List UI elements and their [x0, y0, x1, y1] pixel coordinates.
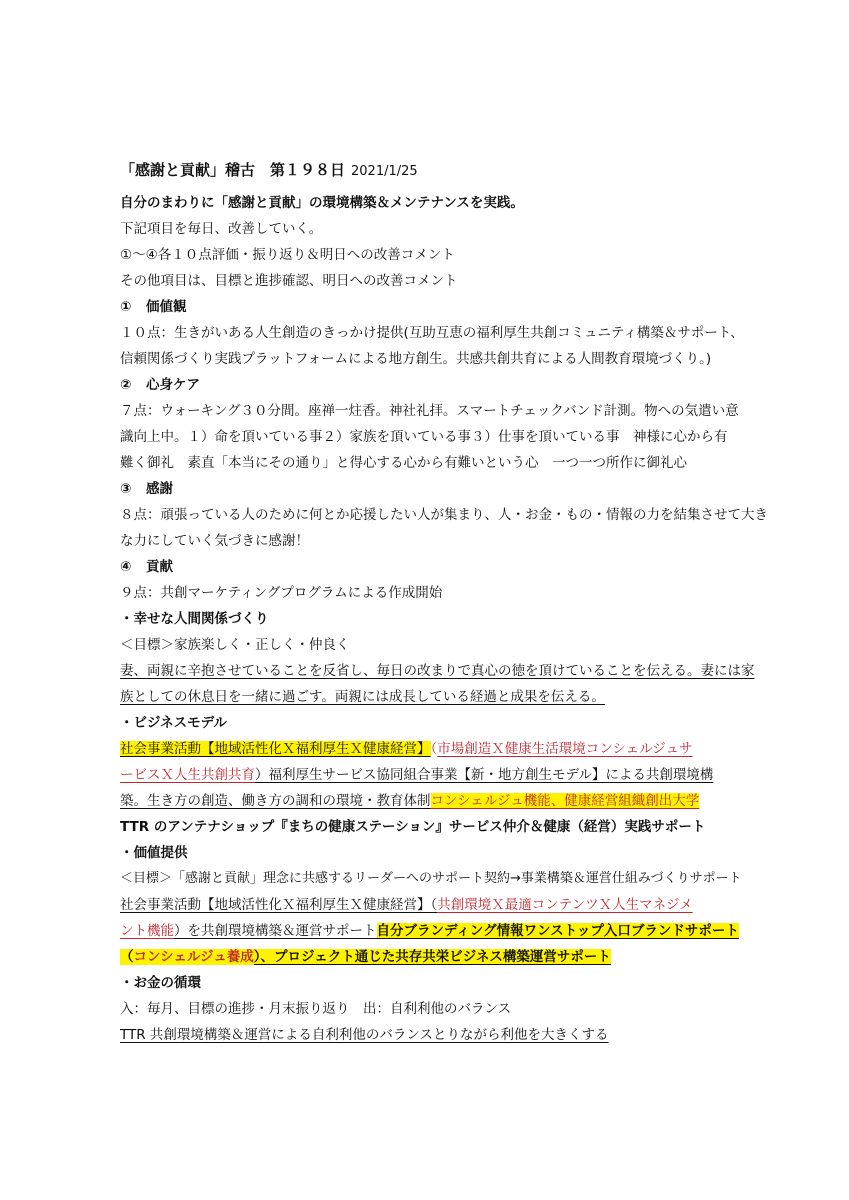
intro-line-1: 下記項目を毎日、改善していく。	[120, 221, 323, 237]
intro-line-2: ①～④各１０点評価・振り返り＆明日への改善コメント	[120, 247, 455, 263]
value-line-1	[120, 892, 732, 918]
business-line-1	[120, 736, 732, 762]
business-ttr-line: TTR のアンテナショップ『まちの健康ステーション』サービス仲介＆健康（経営）実践サポート	[120, 819, 706, 835]
section-gratitude-heading	[120, 476, 732, 502]
value-text: ）を共創環境構築＆運営サポート	[174, 923, 377, 939]
section-values-line: 信頼関係づくり実践プラットフォームによる地方創生。共感共創共育による人間教育環境づくり。)	[120, 351, 712, 367]
section-values-title: 価値観	[146, 299, 187, 315]
value-text: 社会事業活動【地域活性化Ｘ福利厚生Ｘ健康経営】（	[120, 897, 438, 913]
section-gratitude-number: ③	[120, 481, 132, 497]
section-values-line: １０点：生きがいある人生創造のきっかけ提供(互助互恵の福利厚生共創コミュニティ構築＆サポート、	[120, 325, 744, 341]
section-care-line: ７点：ウォーキング３０分間。座禅一炷香。神社礼拝。スマートチェックバンド計測。物への気遣い意	[120, 403, 739, 419]
section-care-line: 識向上中。１）命を頂いている事２）家族を頂いている事３）仕事を頂いている事 神様に心から有	[120, 429, 728, 445]
business-red-text: ービスＸ人生共創共育	[120, 767, 255, 783]
business-highlight-red: コンシェルジュ機能、健康経営組織創出大学	[430, 793, 700, 809]
value-highlight: 自分ブランディング情報ワンストップ入口ブランドサポート	[376, 923, 739, 939]
section-care-title: 心身ケア	[146, 377, 200, 393]
value-goal: ＜目標＞「感謝と貢献」理念に共感するリーダーへのサポート契約→事業構築＆運営仕組みづくりサポート	[120, 871, 742, 886]
relations-heading: ・幸せな人間関係づくり	[120, 611, 269, 627]
value-highlight: ）、プロジェクト通じた共存共栄ビジネス構築運営サポート	[253, 949, 611, 965]
section-contribution-title: 貢献	[146, 559, 173, 575]
relations-line: 族としての休息日を一緒に過ごす。両親には成長している経過と成果を伝える。	[120, 689, 605, 705]
section-contribution-heading	[120, 554, 732, 580]
business-text: 築。生き方の創造、働き方の調和の環境・教育体制	[120, 793, 431, 809]
document-body	[120, 150, 768, 1048]
page-title	[120, 150, 732, 190]
money-line-2: TTR 共創環境構築＆運営による自利利他のバランスとりながら利他を大きくする	[120, 1027, 609, 1043]
section-values-heading	[120, 294, 732, 320]
business-paren: （	[430, 741, 438, 757]
section-contribution-line: ９点：共創マーケティングプログラムによる作成開始	[120, 585, 443, 601]
business-highlight: 社会事業活動【地域活性化Ｘ福利厚生Ｘ健康経営】	[120, 741, 431, 757]
business-text: ）福利厚生サービス協同組合事業【新・地方創生モデル】による共創環境構	[255, 767, 714, 783]
relations-goal: ＜目標＞家族楽しく・正しく・仲良く	[120, 637, 350, 653]
value-red-text: 共創環境Ｘ最適コンテンツＸ人生マネジメ	[437, 897, 693, 913]
section-care-line: 難く御礼 素直「本当にその通り」と得心する心から有難いという心 一つ一つ所作に御礼心	[120, 455, 687, 471]
section-gratitude-line: ８点：頑張っている人のために何とか応援したい人が集まり、人・お金・もの・情報の力を結集させて大き	[120, 507, 768, 523]
section-gratitude-line: な力にしていく気づきに感謝！	[120, 533, 309, 549]
value-red-text: ント機能	[120, 923, 174, 939]
business-red-text: 市場創造Ｘ健康生活環境コンシェルジュサ	[437, 741, 693, 757]
section-gratitude-title: 感謝	[146, 481, 173, 497]
value-highlight-red: コンシェルジュ養成	[133, 949, 254, 965]
title-date: 2021/1/25	[351, 164, 418, 179]
section-care-number: ②	[120, 377, 132, 393]
business-line-2	[120, 762, 732, 788]
value-highlight: （	[120, 949, 134, 965]
money-heading: ・お金の循環	[120, 975, 201, 991]
intro-heading: 自分のまわりに「感謝と貢献」の環境構築＆メンテナンスを実践。	[120, 195, 524, 211]
section-values-number: ①	[120, 299, 132, 315]
business-line-3	[120, 788, 732, 814]
business-heading: ・ビジネスモデル	[120, 715, 227, 731]
value-heading: ・価値提供	[120, 845, 188, 861]
intro-line-3: その他項目は、目標と進捗確認、明日への改善コメント	[120, 273, 458, 289]
title-text: 「感謝と貢献」稽古 第１９８日	[120, 161, 346, 179]
money-line-1: 入：毎月、目標の進捗・月末振り返り 出：自利利他のバランス	[120, 1001, 512, 1017]
section-contribution-number: ④	[120, 559, 132, 575]
value-line-3	[120, 944, 732, 970]
relations-line: 妻、両親に辛抱させていることを反省し、毎日の改まりで真心の徳を頂けていることを伝える。妻には家	[120, 663, 755, 679]
value-line-2	[120, 918, 739, 944]
section-care-heading	[120, 372, 732, 398]
